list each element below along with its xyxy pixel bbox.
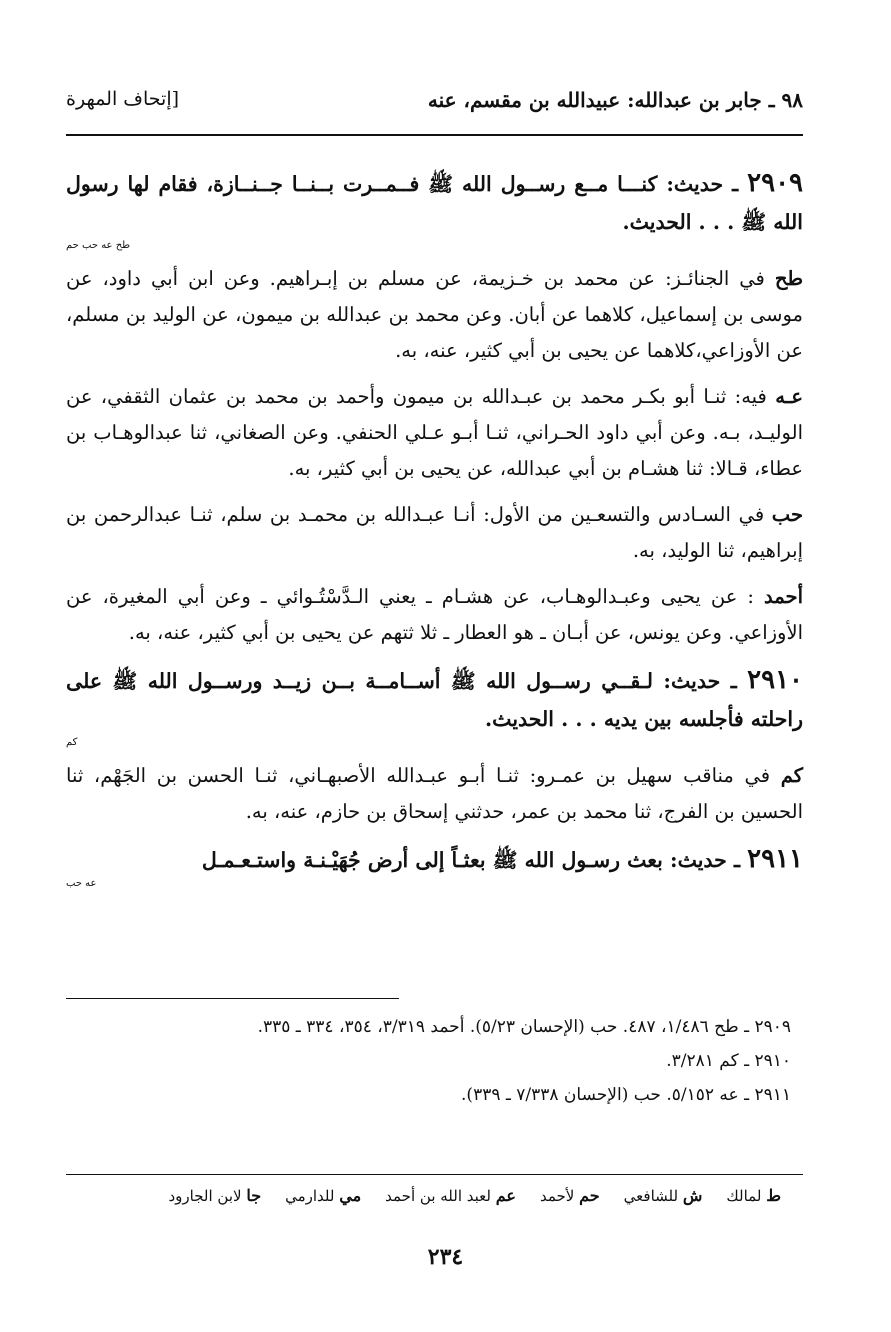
main-text — [66, 164, 803, 899]
key-rule — [66, 1174, 803, 1175]
footnote-rule — [66, 998, 399, 999]
hadith-2911 — [66, 840, 803, 889]
source-text: في السـادس والتسعـين من الأول: أنـا عبـدالله بن محمـد بن سلم، ثنـا عبدالرحمن بن إبراهيم، ثنا الوليد، به. — [66, 503, 803, 562]
book-title: [إتحاف المهرة — [66, 88, 180, 110]
hadith-sigla: عه حب — [66, 878, 97, 889]
header-rule — [66, 134, 803, 136]
key-item: جا لابن الجارود — [168, 1186, 262, 1205]
key-item: حم لأحمد — [539, 1186, 600, 1205]
hadith-number: ٢٩١١ — [747, 844, 803, 874]
key-item: مي للدارمي — [285, 1186, 362, 1205]
hadith-sigla: كم — [66, 737, 78, 748]
source-text: فيه: ثنـا أبو بكـر محمد بن عبـدالله بن ميمون وأحمد بن محمد بن عثمان الثقفي، عن الوليـد، بـه. وعن أبي داود الحـراني، ثنـا أبـو عـلي الحنفي. وعن الصغاني، ثنا عبدالوهـاب بن عطاء، قـالا: ثنا هشـام بن أبي عبدالله، عن يحيى بن أبي كثير، به. — [66, 385, 803, 480]
hadith-2910 — [66, 661, 803, 748]
source-text: في الجنائـز: عن محمد بن خـزيمة، عن مسلم بن إبـراهيم. وعن ابن أبي داود، عن موسى بن إسماعيل، كلاهما عن أبان. وعن محمد بن عبدالله بن ميمون، عن الوليد بن مسلم، عن الأوزاعي،كلاهما عن يحيى بن أبي كثير، عنه، به. — [66, 267, 803, 362]
source-text: في مناقب سهيل بن عمـرو: ثنـا أبـو عبـدالله الأصبهـاني، ثنـا الحسن بن الجَهْم، ثنا الحسين بن الفرج، ثنا محمد بن عمر، حدثني إسحاق بن حازم، عنه، به. — [66, 764, 803, 823]
source-symbol: أحمد — [764, 585, 803, 608]
key-item: ط لمالك — [726, 1186, 781, 1205]
page-header — [66, 88, 803, 122]
source-symbol: عـه — [775, 385, 803, 408]
source-symbol: حب — [771, 503, 803, 526]
hadith-text: ـ حديث: كنـــا مــع رســول الله ﷺ فــمــرت بــنــا جــنــازة، فقام لها رسول الله ﷺ . . . الحديث. — [66, 172, 803, 234]
footnote: ٢٩١١ ـ عه ٥/١٥٢. حب (الإحسان ٧/٣٣٨ ـ ٣٣٩). — [461, 1085, 791, 1105]
source-text: : عن يحيى وعبـدالوهـاب، عن هشـام ـ يعني الـدَّسْتُـوائي ـ وعن أبي المغيرة، عن الأوزاعي. وعن يونس، عن أبـان ـ هو العطار ـ ثلا ثتهم عن يحيى بن أبي كثير، عنه، به. — [66, 585, 803, 644]
hadith-text: ـ حديث: لـقــي رســول الله ﷺ أســامــة بــن زيــد ورســول الله ﷺ على راحلته فأجلسه بين يديه . . . الحديث. — [66, 669, 803, 731]
source-paragraph — [66, 497, 803, 569]
hadith-text: ـ حديث: بعث رسـول الله ﷺ بعثـاً إلى أرض جُهَيْـنـة واستـعـمـل — [201, 848, 740, 872]
source-paragraph — [66, 261, 803, 369]
footnote: ٢٩٠٩ ـ طح ١/٤٨٦، ٤٨٧. حب (الإحسان ٥/٢٣). أحمد ٣/٣١٩، ٣٥٤، ٣٣٤ ـ ٣٣٥. — [257, 1017, 791, 1037]
source-paragraph — [66, 579, 803, 651]
running-title: ٩٨ ـ جابر بن عبدالله: عبيدالله بن مقسم، عنه — [427, 88, 803, 112]
source-symbol: كم — [780, 764, 804, 787]
hadith-number: ٢٩١٠ — [747, 665, 803, 695]
footnote: ٢٩١٠ ـ كم ٣/٢٨١. — [666, 1051, 791, 1071]
hadith-sigla: طح عه حب حم — [66, 240, 131, 251]
hadith-2909 — [66, 164, 803, 251]
abbreviation-key — [66, 1186, 781, 1205]
source-paragraph — [66, 758, 803, 830]
source-paragraph — [66, 379, 803, 487]
key-item: ش للشافعي — [623, 1186, 703, 1205]
source-symbol: طح — [774, 267, 804, 290]
page-number: ٢٣٤ — [427, 1244, 464, 1270]
footnotes — [66, 1010, 791, 1112]
key-item: عم لعبد الله بن أحمد — [385, 1186, 516, 1205]
hadith-number: ٢٩٠٩ — [747, 168, 803, 198]
